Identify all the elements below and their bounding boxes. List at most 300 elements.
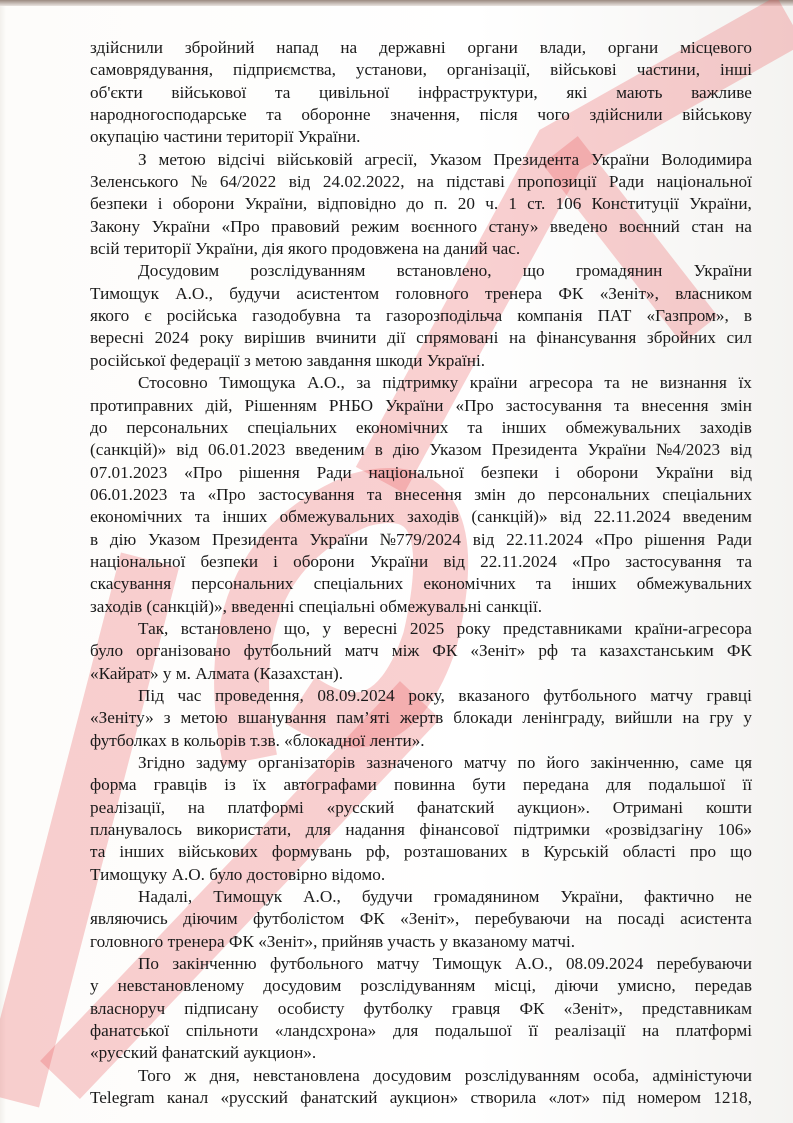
word: в <box>90 529 99 549</box>
word: України, <box>689 194 752 214</box>
word: планувалось <box>90 820 182 840</box>
word: обмежувальних <box>636 574 752 594</box>
word: гравців <box>153 775 208 795</box>
word: матчу <box>376 954 420 974</box>
word: Згідно <box>138 753 185 772</box>
word: «Про <box>221 216 260 236</box>
word: рф, <box>365 842 390 862</box>
word: військовій <box>276 149 353 169</box>
word: важливе <box>691 82 752 102</box>
word: здійснили <box>90 38 163 57</box>
word: інших <box>222 507 268 527</box>
word: 1 <box>508 194 517 214</box>
word: ч. <box>485 194 499 214</box>
text-line: футболках в кольорів т.зв. «блокадної ленти». <box>90 730 425 750</box>
word: Так, <box>138 618 169 638</box>
word: ст. <box>527 194 546 214</box>
text-line <box>90 529 752 551</box>
word: ПАТ <box>597 306 632 326</box>
word: персональних <box>191 574 294 594</box>
word: блокади <box>453 708 513 728</box>
word: матчу <box>463 753 507 772</box>
word: фанатский <box>417 797 495 817</box>
word: 106» <box>717 820 752 840</box>
word: відсічі <box>217 149 266 169</box>
word: оборони <box>293 551 355 571</box>
word: фанатської <box>90 1021 170 1041</box>
word: військової <box>171 82 247 102</box>
text-line <box>90 305 752 327</box>
word: жертв <box>399 708 444 728</box>
word: представникам <box>641 998 752 1018</box>
word: Зеленського <box>90 172 179 192</box>
word: газодобувна <box>252 306 341 326</box>
word: 1218, <box>713 1088 752 1108</box>
word: розслідуванням <box>464 1065 580 1085</box>
word: представниками <box>503 618 623 638</box>
text-line <box>90 1087 752 1109</box>
word: до <box>406 194 424 214</box>
word: від <box>730 440 752 460</box>
word: громадянин <box>575 261 663 281</box>
word: до <box>90 417 108 437</box>
text-line <box>90 82 752 104</box>
word: у <box>322 618 332 638</box>
text-line <box>90 149 752 171</box>
text-line <box>90 283 752 305</box>
word: внесення <box>641 395 709 415</box>
word: фанатский <box>300 1088 378 1108</box>
word: персональних <box>547 484 650 504</box>
word: «Про <box>207 484 246 504</box>
word: що, <box>283 618 311 638</box>
word: застосування <box>625 551 722 571</box>
word: про <box>689 842 717 862</box>
word: оборонне <box>301 105 371 125</box>
word: гравці <box>706 685 752 705</box>
text-line <box>90 104 752 126</box>
word: «Про <box>594 529 633 549</box>
word: досудовим <box>373 1065 452 1085</box>
word: вирішив <box>244 328 306 348</box>
word: і <box>157 194 163 214</box>
word: платформі <box>227 797 304 817</box>
word: Указом <box>148 529 201 549</box>
text-line <box>90 372 752 394</box>
word: організаторів <box>258 753 356 772</box>
word: України <box>385 395 444 415</box>
word: підставі <box>446 172 505 192</box>
word: державні <box>379 38 446 57</box>
word: метою <box>180 708 228 728</box>
word: футбольного <box>269 954 364 974</box>
text-line: Тимощуку А.О. було достовірно відомо. <box>90 864 386 884</box>
word: Рішенням <box>244 395 317 415</box>
word: спільноти <box>185 1021 259 1041</box>
word: футбольний <box>243 641 332 661</box>
word: національної <box>90 551 186 571</box>
word: спеціальних <box>662 484 752 504</box>
word: дію <box>109 529 137 549</box>
word: «русский <box>326 797 395 817</box>
text-line <box>90 37 752 59</box>
word: 08.09.2024 <box>565 954 644 974</box>
word: із <box>224 775 236 795</box>
word: національної <box>368 462 464 482</box>
word: Надалі, <box>138 887 193 907</box>
text-line <box>90 819 752 841</box>
word: цивільної <box>319 82 390 102</box>
word: автографами <box>283 775 377 795</box>
word: перебуваючи <box>474 909 570 929</box>
word: введеним <box>295 440 365 460</box>
word: значення, <box>390 105 460 125</box>
word: По <box>138 954 160 974</box>
word: Досудовим <box>138 261 220 281</box>
word: аукцион» <box>389 1088 459 1108</box>
word: з <box>163 708 171 728</box>
word: та <box>366 484 383 504</box>
word: що <box>730 842 752 862</box>
word: Президента <box>493 149 580 169</box>
word: чого <box>537 105 570 125</box>
word: на <box>509 328 526 348</box>
word: її <box>742 775 752 795</box>
word: 06.01.2023 <box>90 484 168 504</box>
text-line <box>90 685 752 707</box>
word: місці, <box>494 976 536 996</box>
word: України <box>369 551 429 571</box>
word: не <box>631 373 649 393</box>
word: аукцион». <box>517 797 590 817</box>
text-line <box>90 417 752 439</box>
word: їх <box>738 373 752 393</box>
word: А.О., <box>175 283 213 303</box>
word: форма <box>90 775 137 795</box>
word: 2025 <box>409 618 445 638</box>
word: внесення <box>394 484 462 504</box>
word: обмежувальних <box>279 507 395 527</box>
text-line <box>90 260 752 282</box>
word: та <box>266 105 282 125</box>
word: 08.09.2024 <box>317 685 395 705</box>
word: вшанування <box>237 708 327 728</box>
word: мають <box>616 82 663 102</box>
word: об'єкти <box>90 82 143 102</box>
word: України <box>309 529 368 549</box>
word: військові <box>550 60 617 80</box>
text-line: заходів (санкцій)», введенні спеціальні обмежувальні санкції. <box>90 596 543 616</box>
word: вересні <box>90 328 144 348</box>
word: тренера <box>485 283 543 303</box>
word: задуму <box>195 753 247 772</box>
word: вчинити <box>316 328 377 348</box>
word: гравця <box>451 998 501 1018</box>
word: обмежувальних <box>565 417 681 437</box>
word: Президента <box>211 529 298 549</box>
word: А.О., <box>303 887 341 907</box>
word: не <box>735 887 752 907</box>
text-line <box>90 462 752 484</box>
word: військову <box>682 105 752 125</box>
word: надання <box>345 820 405 840</box>
text-line: «русский фанатский аукцион». <box>90 1043 317 1063</box>
word: Telegram <box>90 1088 155 1108</box>
paragraph <box>90 685 752 752</box>
word: в <box>743 306 752 326</box>
word: від <box>472 529 495 549</box>
word: на <box>417 172 434 192</box>
word: до <box>518 484 536 504</box>
word: на <box>735 216 752 236</box>
word: ж <box>184 1065 197 1085</box>
word: розслідуванням <box>250 261 366 281</box>
word: «ландсхрона» <box>274 1021 377 1041</box>
word: п. <box>434 194 448 214</box>
word: Указом <box>429 149 482 169</box>
word: відповідно <box>317 194 397 214</box>
word: реалізації, <box>90 797 166 817</box>
word: для <box>606 775 632 795</box>
word: Стосовно <box>138 373 208 393</box>
word: року <box>199 328 234 348</box>
word: вийшли <box>614 708 673 728</box>
word: ФК <box>519 998 545 1018</box>
word: застосування <box>505 395 602 415</box>
word: встановлено, <box>396 261 492 281</box>
word: народногосподарське <box>90 105 247 125</box>
word: було <box>90 641 124 661</box>
word: від <box>730 462 752 482</box>
word: Ради <box>316 462 352 482</box>
word: «Зеніту» <box>90 708 154 728</box>
word: газорозподільча <box>386 306 503 326</box>
word: на <box>187 797 205 817</box>
word: між <box>391 641 420 661</box>
word: для <box>393 1021 419 1041</box>
word: будучи <box>361 887 413 907</box>
word: проведення, <box>215 685 304 705</box>
text-line <box>90 395 752 417</box>
word: асистента <box>680 909 752 929</box>
word: футбольного <box>543 685 637 705</box>
word: місцевого <box>680 38 752 57</box>
word: персональних <box>126 417 229 437</box>
word: ленінграду, <box>522 708 605 728</box>
word: інших <box>119 842 165 862</box>
word: дії <box>387 328 406 348</box>
word: Того <box>138 1065 172 1085</box>
paragraph <box>90 372 752 618</box>
word: Президента <box>491 440 578 460</box>
word: «Про <box>455 395 494 415</box>
word: Ради <box>716 529 752 549</box>
word: його <box>546 753 580 772</box>
word: військових <box>178 842 258 862</box>
word: безпеки <box>90 194 148 214</box>
word: під <box>602 1088 626 1108</box>
word: закінченню, <box>590 753 679 772</box>
text-line <box>90 573 752 595</box>
text-line <box>90 193 752 215</box>
word: та <box>179 484 196 504</box>
word: сил <box>726 328 752 348</box>
word: казахстанським <box>599 641 714 661</box>
word: реалізації <box>554 1021 626 1041</box>
word: футболістом <box>252 909 345 929</box>
text-line: російської федерації з метою завдання шкоди Україні. <box>90 350 486 370</box>
word: умисно, <box>617 976 676 996</box>
paragraph <box>90 618 752 685</box>
word: пам’яті <box>336 708 390 728</box>
text-line: всій території України, дія якого продовжена на даний час. <box>90 239 521 259</box>
word: якого <box>90 306 130 326</box>
text-line <box>90 707 752 729</box>
word: повинна <box>393 775 456 795</box>
word: Отримані <box>612 797 684 817</box>
word: національної <box>656 172 752 192</box>
word: саме <box>689 753 724 772</box>
word: спеціальних <box>247 417 337 437</box>
word: А.О., <box>307 373 345 393</box>
word: «Зеніт», <box>563 998 623 1018</box>
word: досудовим <box>263 976 342 996</box>
word: пропозиції <box>517 172 597 192</box>
word: органи <box>607 38 659 57</box>
text-line <box>90 998 752 1020</box>
word: України <box>587 440 646 460</box>
word: 07.01.2023 <box>90 462 168 482</box>
word: ФК <box>432 641 458 661</box>
word: України, <box>560 887 624 907</box>
text-line <box>90 752 752 774</box>
word: року, <box>408 685 445 705</box>
word: на <box>682 708 700 728</box>
word: у <box>743 708 752 728</box>
word: бути <box>472 775 506 795</box>
word: громадянином <box>433 887 540 907</box>
word: російська <box>166 306 238 326</box>
word: 06.01.2023 <box>208 440 286 460</box>
word: від <box>176 440 198 460</box>
text-line <box>90 975 752 997</box>
word: введено <box>549 216 608 236</box>
word: заходів <box>407 507 460 527</box>
word: 20 <box>457 194 475 214</box>
word: області <box>622 842 676 862</box>
word: самоврядування, <box>90 60 214 80</box>
text-line <box>90 953 752 975</box>
text-line <box>90 841 752 863</box>
word: та <box>536 574 552 594</box>
word: ця <box>734 753 752 772</box>
word: 24.02.2022, <box>322 172 405 192</box>
word: (санкцій)» <box>90 440 167 460</box>
word: особисту <box>277 998 345 1018</box>
word: протиправних <box>90 395 194 415</box>
word: подальшої <box>648 775 726 795</box>
word: 22.11.2024 <box>593 507 671 527</box>
text-line <box>90 797 752 819</box>
word: інші <box>719 60 752 80</box>
word: власноруч <box>90 998 166 1018</box>
word: по <box>517 753 536 772</box>
word: А.О., <box>514 954 553 974</box>
word: застосування <box>258 484 355 504</box>
document-body <box>90 37 752 1110</box>
word: економічних <box>355 417 449 437</box>
word: створила <box>470 1088 537 1108</box>
word: діючим <box>183 909 238 929</box>
word: воєнний <box>619 216 680 236</box>
paragraph <box>90 953 752 1065</box>
word: вересні <box>343 618 398 638</box>
word: напад <box>276 38 319 57</box>
word: воєнного <box>410 216 478 236</box>
word: та <box>736 551 752 571</box>
paragraph <box>90 752 752 886</box>
word: «Зеніт» <box>470 641 526 661</box>
text-line <box>90 506 752 528</box>
text-line <box>90 774 752 796</box>
word: країни-агресора <box>634 618 752 638</box>
word: подальшої <box>434 1021 512 1041</box>
text-line <box>90 551 752 573</box>
word: Під <box>138 685 164 705</box>
word: дій, <box>205 395 233 415</box>
word: являючись <box>90 909 168 929</box>
text-line <box>90 327 752 349</box>
word: передана <box>522 775 589 795</box>
word: країни <box>469 373 518 393</box>
word: «Зеніт», <box>400 909 460 929</box>
word: «Зеніт», <box>599 283 659 303</box>
text-line <box>90 1020 752 1042</box>
word: у <box>90 976 99 996</box>
word: особа, <box>593 1065 639 1085</box>
word: використати, <box>196 820 292 840</box>
word: від <box>443 551 465 571</box>
text-line <box>90 439 752 461</box>
word: розслідуванням <box>360 976 476 996</box>
word: органи <box>467 38 518 57</box>
word: безпеки <box>480 462 539 482</box>
word: для <box>305 820 331 840</box>
paragraph <box>90 260 752 372</box>
word: є <box>144 306 152 326</box>
word: компанія <box>517 306 583 326</box>
word: влади, <box>539 38 587 57</box>
word: 2024 <box>154 328 189 348</box>
word: «Про <box>184 462 223 482</box>
word: за <box>356 373 371 393</box>
word: власником <box>675 283 752 303</box>
word: «лот» <box>548 1088 591 1108</box>
word: кошти <box>705 797 752 817</box>
word: та <box>90 842 106 862</box>
word: України <box>590 149 650 169</box>
word: діючи <box>554 976 599 996</box>
word: фактично <box>644 887 715 907</box>
word: підтримку <box>382 373 459 393</box>
word: режим <box>351 216 400 236</box>
text-line <box>90 484 752 506</box>
paragraph <box>90 37 752 149</box>
text-line: окупацію частини території України. <box>90 127 361 147</box>
word: Тимощук <box>90 283 159 303</box>
word: №779/2024 <box>379 529 461 549</box>
text-line: головного тренера ФК «Зеніт», прийняв участь у вказаному матчі. <box>90 931 576 951</box>
